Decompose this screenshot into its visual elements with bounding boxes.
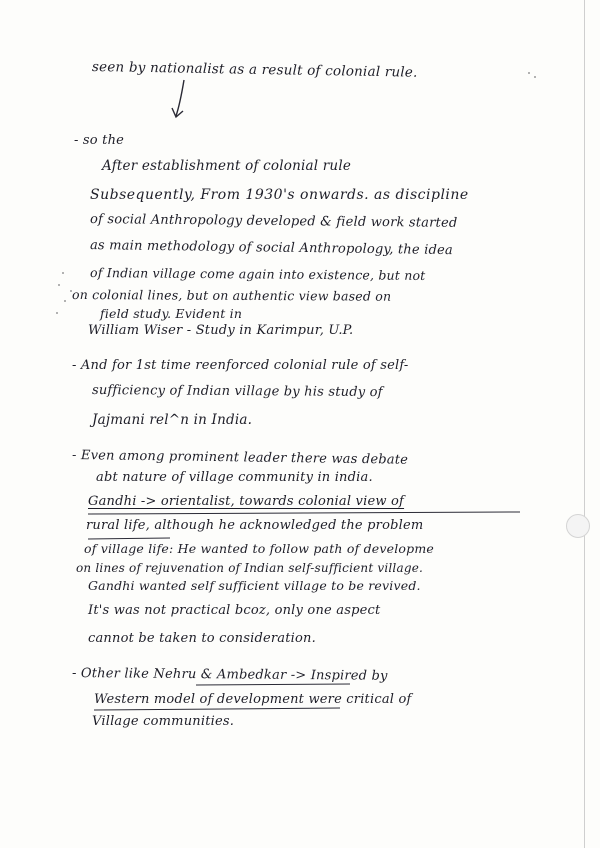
note-line: - so the — [74, 133, 125, 148]
note-line: Gandhi -> orientalist, towards colonial view of — [88, 494, 405, 509]
note-line: cannot be taken to consideration. — [88, 631, 316, 646]
note-line: Village communities. — [92, 714, 235, 729]
note-line: Jajmani rel^n in India. — [92, 412, 253, 428]
note-line: abt nature of village community in india. — [96, 470, 373, 485]
note-line: It's was not practical bcoz, only one aspect — [88, 603, 381, 618]
note-line: on lines of rejuvenation of Indian self-sufficient village. — [76, 561, 424, 575]
note-line: of Indian village come again into existence, but not — [89, 265, 426, 283]
note-line: Subsequently, From 1930's onwards. as discipline — [90, 187, 469, 203]
note-line: sufficiency of Indian village by his study of — [91, 383, 383, 401]
note-line: William Wiser - Study in Karimpur, U.P. — [88, 323, 354, 338]
note-line: Gandhi wanted self sufficient village to be revived. — [88, 578, 421, 593]
note-line: field study. Evident in — [100, 306, 243, 321]
note-line: - And for 1st time reenforced colonial rule of self- — [72, 358, 409, 373]
note-line: of social Anthropology developed & field work started — [89, 212, 458, 231]
note-line: of village life: He wanted to follow path of developme — [84, 541, 435, 556]
note-line: - Even among prominent leader there was debate — [71, 448, 409, 468]
note-line: seen by nationalist as a result of colonial rule. — [91, 59, 418, 81]
note-line: on colonial lines, but on authentic view based on — [71, 287, 392, 304]
note-line: After establishment of colonial rule — [102, 158, 352, 174]
note-line: - Other like Nehru & Ambedkar -> Inspired by — [71, 666, 388, 684]
note-line: rural life, although he acknowledged the problem — [86, 518, 424, 533]
note-line: Western model of development were critical of — [94, 692, 412, 707]
note-line: as main methodology of social Anthropology, the idea — [89, 238, 453, 259]
